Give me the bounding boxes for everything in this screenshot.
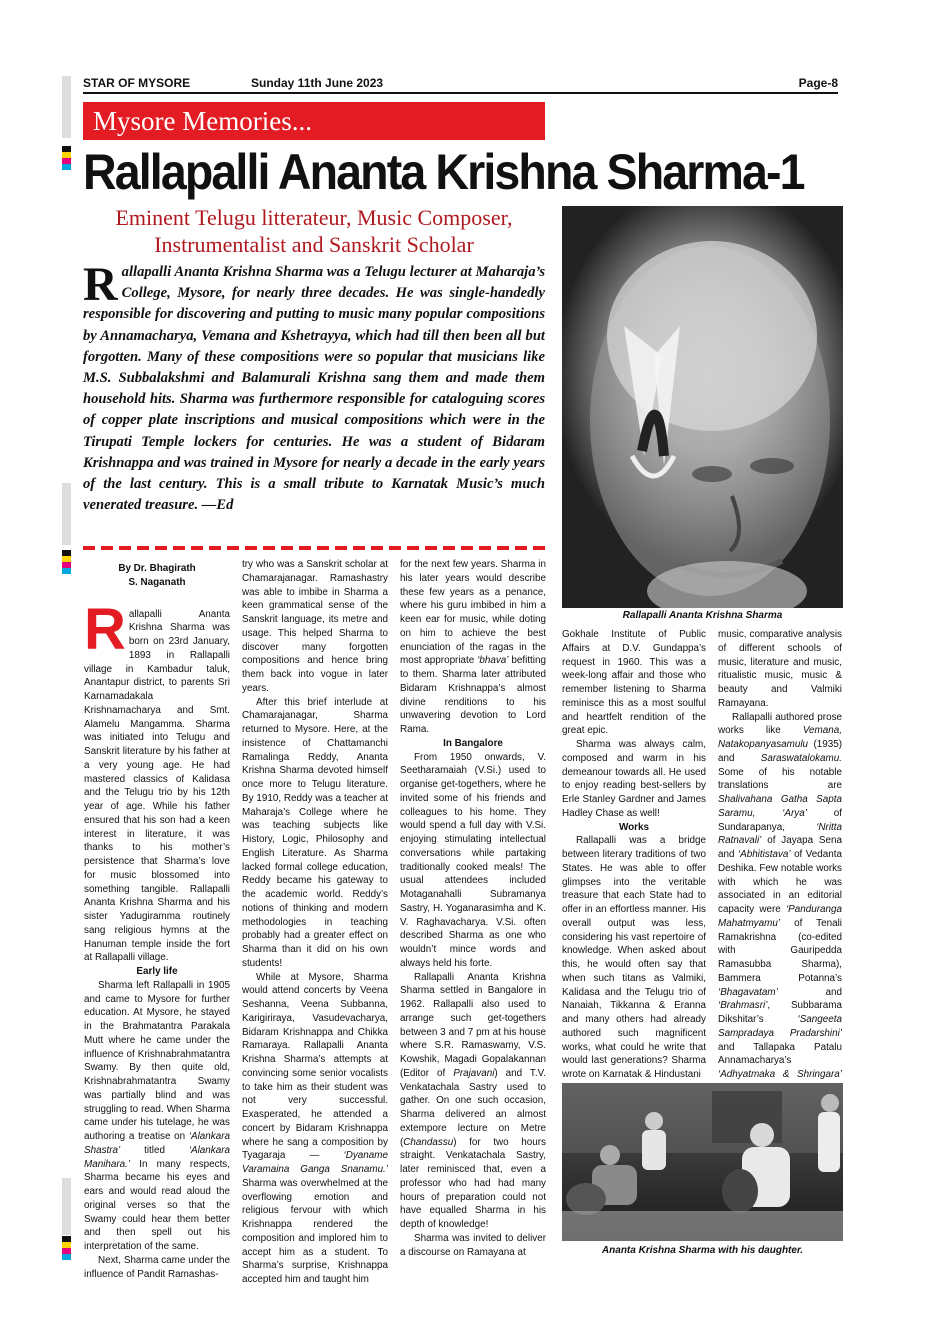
paper-name: STAR OF MYSORE xyxy=(83,76,191,90)
portrait-illustration xyxy=(562,206,843,608)
headline: Rallapalli Ananta Krishna Sharma-1 xyxy=(83,144,804,200)
paragraph: Sharma was always calm, composed and warm in his demeanour towards all. He used to enjoy reading best-sellers by Erle Stanley Gardner and James Hadley Chase as well! xyxy=(562,739,706,819)
italic-text: ‘Alankara Shastra’ xyxy=(84,1131,230,1156)
print-gray-bar xyxy=(62,76,71,138)
italic-text: ‘Sangeeta Sampradaya Pradarshini’ xyxy=(718,1014,842,1039)
paragraph: After this brief interlude at Chamarajanagar, Sharma returned to Mysore. Here, at the insistence of Chattamanchi Ramalinga Reddy, Ananta Krishna Sharma devoted himself once more to Telugu literature. By 1910, Reddy was a teacher at Maharaja’s College where he was teaching subjects like History, Logic, Philosophy and English Literature. As Sharma lacked formal college education, Reddy became his gateway to the academic world. Reddy’s notions of thinking and modern methodologies in teaching probably had a greater effect on Sharma than it did on his own students! xyxy=(242,696,388,969)
italic-text: ‘Alankara Manihara.’ xyxy=(84,1144,230,1170)
paragraph xyxy=(400,971,546,1232)
paragraph: Sharma was invited to deliver a discourse on Ramayana at xyxy=(400,1232,546,1258)
italic-text: Vemana, Natakopanyasamulu xyxy=(718,725,842,750)
paragraph: Rallapalli was a bridge between literary traditions of two States. He was able to offer glimpses into the veritable treasure that each State had to offer in an effortless manner. His overall output was less, considering his vast repertoire of knowledge. When asked about this, he would often say that when such titans as Valmiki, Kalidasa and the Telugu trio of Nanaiah, Tikkanna & Eranna and many others had already authored such magnificent works, what could he write that would last generations? Sharma wrote on Karnatak & Hindustani xyxy=(562,835,706,1080)
paragraph xyxy=(242,971,388,1287)
italic-text: ‘Bhagavatam’ xyxy=(718,986,778,998)
italic-text: ‘Brahmasri’ xyxy=(718,1000,768,1012)
italic-text: ‘bhava’ xyxy=(477,655,509,667)
section-kicker: Mysore Memories... xyxy=(83,102,545,140)
print-gray-bar xyxy=(62,483,71,545)
italic-text: ‘Abhitistava’ xyxy=(737,849,791,860)
paragraph-text: of Jayapa Sena and xyxy=(718,835,842,860)
article-column-3 xyxy=(400,558,546,1259)
paragraph-text: (1935) and xyxy=(718,739,842,764)
paragraph-text: ) and T.V. Venkatachala Sastry used to gather. On one such occasion, Sharma delivered an almost extempore lecture on Metre ( xyxy=(400,1067,546,1148)
intro-dropcap: R xyxy=(83,258,118,311)
article-dropcap: R xyxy=(84,596,126,662)
portrait-photo xyxy=(562,206,843,608)
paragraph: Gokhale Institute of Public Affairs at D.V. Gundappa’s request in 1960. This was a week-long affair and those who remember listening to Sharma reminisce this as a most soulful and heartfelt rendition of the great epic. xyxy=(562,629,706,737)
intro-paragraph xyxy=(83,258,545,516)
paragraph-text: and xyxy=(777,986,842,998)
italic-text: ‘Panduranga Mahatmyamu’ xyxy=(718,904,842,929)
italic-text: ‘Nritta Ratnavali’ xyxy=(718,821,842,847)
portrait-caption: Rallapalli Ananta Krishna Sharma xyxy=(622,610,783,621)
italic-text: Saraswatalokamu. xyxy=(760,752,842,764)
article-column-2 xyxy=(242,558,388,1287)
byline-coauthor: S. Naganath xyxy=(128,576,186,588)
paragraph-text: In many respects, Sharma became his eyes and ears and would read aloud the original verses so that the Swamy could hear them better and then spell out his interpretation of the same. xyxy=(84,1158,230,1252)
paragraph-text: Rallapalli Ananta Krishna Sharma settled in Bangalore in 1962. Rallapalli also used to arrange such get-togethers between 3 and 7 pm at his house where S.R. Ramaswamy, V.S. Kowshik, Magadi Gopalakannan (Editor of xyxy=(400,971,546,1079)
byline xyxy=(84,562,230,590)
masthead xyxy=(83,76,838,92)
paragraph xyxy=(400,558,546,737)
byline-author: By Dr. Bhagirath xyxy=(118,563,196,574)
masthead-rule xyxy=(83,92,838,94)
paragraph-text: Some of his notable translations are xyxy=(718,766,842,792)
paragraph: music, comparative analysis of different schools of music, literature and music, ritualistic music, music & beauty and Valmiki Ramayana. xyxy=(718,629,842,709)
paragraph: try who was a Sanskrit scholar at Chamarajanagar. Ramashastry was able to imbibe in Sharma a keen grammatical sense of the Sanskrit language, its metre and usage. This helped Sharma to discover many forgotten compositions and hence bring them back into vogue in later years. xyxy=(242,559,388,694)
print-gray-bar xyxy=(62,1178,71,1235)
paragraph-text: While at Mysore, Sharma would attend concerts by Veena Seshanna, Veena Subbanna, Karigiriraya, Vasudevacharya, Bidaram Krishnappa and Chikka Ramaraya. Rallapalli Ananta Krishna Sharma’s attempts at convincing some senior vocalists to take him as their student was not very successful. Exasperated, he attended a concert by Bidaram Krishnappa where he sang a composition by Tyagaraja — xyxy=(242,971,388,1162)
subhead-in-bangalore: In Bangalore xyxy=(443,737,503,749)
paragraph-text: of Sundarapanya, xyxy=(718,807,842,833)
paragraph: Next, Sharma came under the influence of Pandit Ramashas- xyxy=(84,1254,230,1280)
paragraph xyxy=(84,979,230,1254)
paragraph: From 1950 onwards, V. Seetharamaiah (V.Si.) used to organise get-togethers, where he invited some of his friends and colleagues to his home. They would spend a full day with V.Si. enjoying stimulating intellectual conversations while partaking traditionally cooked meals! The usual attendees included Motaganahalli Subramanya Sastry, H. Yoganarasimha and K. V. Raghavacharya. V.Si. often described Sharma as one who wouldn’t mince words and always held his forte. xyxy=(400,751,546,969)
italic-text: Shalivahana Gatha Sapta Saramu, ‘Arya’ xyxy=(718,794,842,819)
paragraph-text: titled xyxy=(120,1144,189,1156)
intro-text: allapalli Ananta Krishna Sharma was a Telugu lecturer at Maharaja’s College, Mysore, for nearly three decades. He was single-handedly responsible for discovering and putting to music many popular compositions by Annamacharya, Vemana and Kshetrayya, which had till then been all but forgotten. Many of these compositions were so popular that musicians like M.S. Subbalakshmi and Balamurali Krishna sang them and made them household hits. Sharma was furthermore responsible for cataloguing scores of copper plate inscriptions and musical compositions which were in the Tirupati Temple lockers for centuries. He was a student of Bidaram Krishnappa and was trained in Mysore for nearly a decade in the early years of the last century. This is a small tribute to Karnatak Music’s much venerated treasure. —Ed xyxy=(83,264,545,514)
paragraph-text: , Subbarama Dikshitar’s xyxy=(718,1000,842,1025)
concert-caption: Ananta Krishna Sharma with his daughter. xyxy=(601,1245,804,1256)
article-column-4 xyxy=(562,628,706,1082)
concert-photo xyxy=(562,1083,843,1241)
issue-date: Sunday 11th June 2023 xyxy=(251,76,384,90)
registration-marks xyxy=(62,1236,71,1260)
italic-text: Chandassu xyxy=(403,1136,454,1148)
italic-text: ‘Dyaname Varamaina Ganga Snanamu.’ xyxy=(242,1150,388,1175)
paragraph-text: of Vedanta Deshika. Few notable works with which he was associated in an editorial capacity were xyxy=(718,849,842,915)
article-column-1 xyxy=(84,562,230,1281)
paragraph-text: allapalli Ananta Krishna Sharma was born on 23rd January, 1893 in Rallapalli village in Kambadur taluk, Anantapur district, to parents Sri Karnamadakala Krishnamacharya and Smt. Alamelu Mangamma. Sharma was initiated into Telugu and Sanskrit literature by his father at a very young age. He had mastered classics of Kalidasa and the Telugu trio by his 12th year of age. While his father ensured that his son had a keen interest in literature, it was thanks to his mother’s persistence that Sharma’s love for music blossomed into something tangible. Rallapalli Ananta Krishna Sharma and his sister Yadugiramma routinely sang religious hymns at the Hanuman temple inside the fort at Rallapalli village. xyxy=(84,608,230,964)
registration-marks xyxy=(62,550,71,574)
paragraph-text: Sharma was overwhelmed at the overflowing emotion and religious fervour with which Krishnappa rendered the composition and implored him to accept him as a student. To Sharma’s surprise, Krishnappa accepted him and taught him xyxy=(242,1177,388,1285)
paragraph-text: ) for two hours straight. Venkatachala Sastry, later reminisced that, even a professor who had had many hours of preparation could not have equalled Sharma in his depth of knowledge! xyxy=(400,1136,546,1230)
red-dashed-divider xyxy=(83,546,545,550)
subhead-early-life: Early life xyxy=(136,966,178,977)
paragraph-text: for the next few years. Sharma in his later years would describe these few years as a penance, where his guru imbibed in him a keen ear for music, while doting on him to achieve the best enunciation of the ragas in the most appropriate xyxy=(400,559,546,667)
concert-illustration xyxy=(562,1083,843,1241)
registration-marks xyxy=(62,146,71,170)
paragraph xyxy=(84,596,230,966)
paragraph-text: and Tallapaka Patalu Annamacharya’s xyxy=(718,1041,842,1067)
deck-subheadline: Eminent Telugu litterateur, Music Composer, Instrumentalist and Sanskrit Scholar xyxy=(115,205,513,257)
page-number: Page-8 xyxy=(798,76,838,90)
italic-text: ‘Adhyatmaka & Shringara’ xyxy=(718,1069,842,1080)
paragraph-text: befitting to them. Sharma later attributed Bidaram Krishnappa’s almost divine renditions to his unwavering devotion to Lord Rama. xyxy=(400,655,546,735)
paragraph-text: Sharma left Rallapalli in 1905 and came to Mysore for further education. At Mysore, he stayed in the Brahmatantra Parakala Mutt where he came under the influence of Krishnabrahmatantra Swamy. By then quite old, Krishnabrahmatantra Swamy was partially blind and was struggling to read. When Sharma came under his tutelage, he was authoring a treatise on xyxy=(84,979,230,1142)
italic-text: Prajavani xyxy=(453,1067,495,1079)
subhead-works: Works xyxy=(618,821,649,833)
paragraph-text: of Tenali Ramakrishna (co-edited with Gauripedda Ramasubba Sharma), Bammera Potanna’s xyxy=(718,917,842,984)
paragraph-text: Rallapalli authored prose works like xyxy=(718,711,842,737)
